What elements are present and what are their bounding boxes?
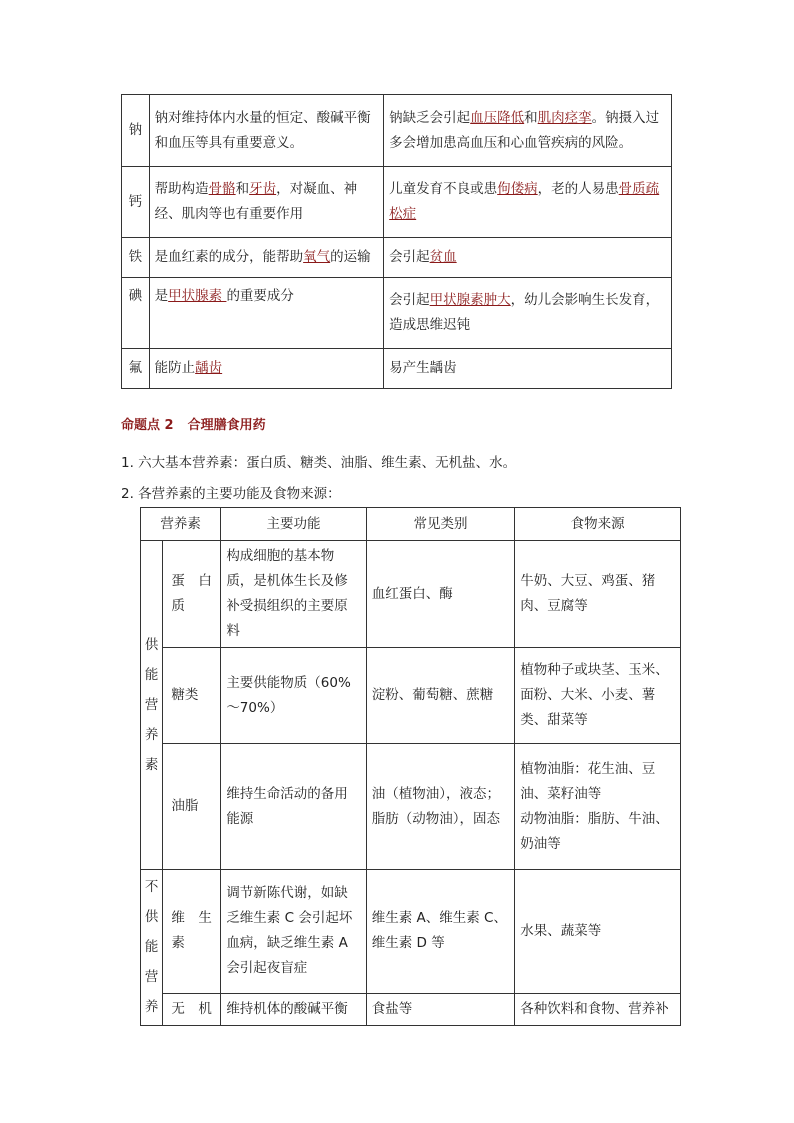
table-row <box>122 95 672 167</box>
highlight-term: 甲状腺素 <box>168 288 227 304</box>
nutrient-name: 蛋 白质 <box>163 541 221 648</box>
section-number: 命题点 2 <box>121 418 174 433</box>
column-header: 食物来源 <box>515 508 681 541</box>
section-title: 合理膳食用药 <box>187 418 266 433</box>
element-cell: 碘 <box>122 278 150 349</box>
table-row <box>122 349 672 389</box>
function-cell: 构成细胞的基本物质，是机体生长及修补受损组织的主要原料 <box>221 541 366 648</box>
highlight-term: 牙齿 <box>249 181 277 197</box>
highlight-term: 甲状腺素肿大 <box>429 292 511 308</box>
highlight-term: 肌肉痉挛 <box>537 109 592 126</box>
types-cell: 食盐等 <box>366 993 514 1025</box>
table-row <box>141 993 681 1025</box>
nutrient-name: 糖类 <box>163 648 221 744</box>
column-header: 营养素 <box>141 508 221 541</box>
table-row <box>122 278 672 349</box>
category-cell: 供 能 营 养 素 <box>141 541 163 870</box>
types-cell: 淀粉、葡萄糖、蔗糖 <box>366 648 514 744</box>
column-header: 主要功能 <box>221 508 366 541</box>
function-cell: 是甲状腺素 的重要成分 <box>149 278 384 349</box>
table-row <box>122 238 672 278</box>
types-cell: 维生素 A、维生素 C、维生素 D 等 <box>366 870 514 994</box>
function-cell: 维持机体的酸碱平衡 <box>221 993 366 1025</box>
function-cell: 维持生命活动的备用能源 <box>221 744 366 870</box>
function-cell: 主要供能物质（60%～70%） <box>221 648 366 744</box>
table-row <box>141 648 681 744</box>
function-cell: 钠对维持体内水量的恒定、酸碱平衡和血压等具有重要意义。 <box>149 95 384 167</box>
highlight-term: 佝偻病 <box>497 181 538 197</box>
table-row <box>141 744 681 870</box>
paragraph: 1. 六大基本营养素：蛋白质、糖类、油脂、维生素、无机盐、水。 <box>121 455 517 471</box>
highlight-term: 贫血 <box>429 249 457 265</box>
highlight-term: 血压降低 <box>470 109 525 126</box>
nutrient-name: 油脂 <box>163 744 221 870</box>
category-cell: 不 供 能 营 养 <box>141 870 163 1026</box>
types-cell: 油（植物油），液态；脂肪（动物油），固态 <box>366 744 514 870</box>
function-cell: 调节新陈代谢，如缺乏维生素 C 会引起坏血病，缺乏维生素 A 会引起夜盲症 <box>221 870 366 994</box>
highlight-term: 氧气 <box>303 249 331 265</box>
sources-cell: 植物油脂：花生油、豆油、菜籽油等 动物油脂：脂肪、牛油、奶油等 <box>515 744 681 870</box>
highlight-term: 骨骼 <box>208 181 236 197</box>
paragraph: 2. 各营养素的主要功能及食物来源： <box>121 486 341 502</box>
deficiency-cell: 易产生龋齿 <box>384 349 672 389</box>
sources-cell: 水果、蔬菜等 <box>515 870 681 994</box>
sources-cell: 各种饮料和食物、营养补 <box>515 993 681 1025</box>
deficiency-cell: 会引起甲状腺素肿大，幼儿会影响生长发育，造成思维迟钝 <box>384 278 672 349</box>
deficiency-cell: 会引起贫血 <box>384 238 672 278</box>
function-cell: 能防止龋齿 <box>149 349 384 389</box>
sources-cell: 植物种子或块茎、玉米、面粉、大米、小麦、薯类、甜菜等 <box>515 648 681 744</box>
highlight-term: 龋齿 <box>195 360 223 376</box>
table-row <box>141 541 681 648</box>
nutrients-table <box>140 507 681 1026</box>
types-cell: 血红蛋白、酶 <box>366 541 514 648</box>
highlight-term: 骨质疏松症 <box>389 181 660 222</box>
element-cell: 钙 <box>122 167 150 238</box>
column-header: 常见类别 <box>366 508 514 541</box>
function-cell: 帮助构造骨骼和牙齿，对凝血、神经、肌肉等也有重要作用 <box>149 167 384 238</box>
section-heading <box>121 414 280 433</box>
element-cell: 铁 <box>122 238 150 278</box>
deficiency-cell: 儿童发育不良或患佝偻病，老的人易患骨质疏松症 <box>384 167 672 238</box>
minerals-table <box>121 94 672 389</box>
element-cell: 氟 <box>122 349 150 389</box>
element-cell: 钠 <box>122 95 150 167</box>
function-cell: 是血红素的成分，能帮助氧气的运输 <box>149 238 384 278</box>
nutrient-name: 无 机 <box>163 993 221 1025</box>
sources-cell: 牛奶、大豆、鸡蛋、猪肉、豆腐等 <box>515 541 681 648</box>
deficiency-cell: 钠缺乏会引起血压降低和肌肉痉挛。钠摄入过多会增加患高血压和心血管疾病的风险。 <box>384 95 672 167</box>
table-row <box>141 870 681 994</box>
table-header-row <box>141 508 681 541</box>
table-row <box>122 167 672 238</box>
nutrient-name: 维 生素 <box>163 870 221 994</box>
